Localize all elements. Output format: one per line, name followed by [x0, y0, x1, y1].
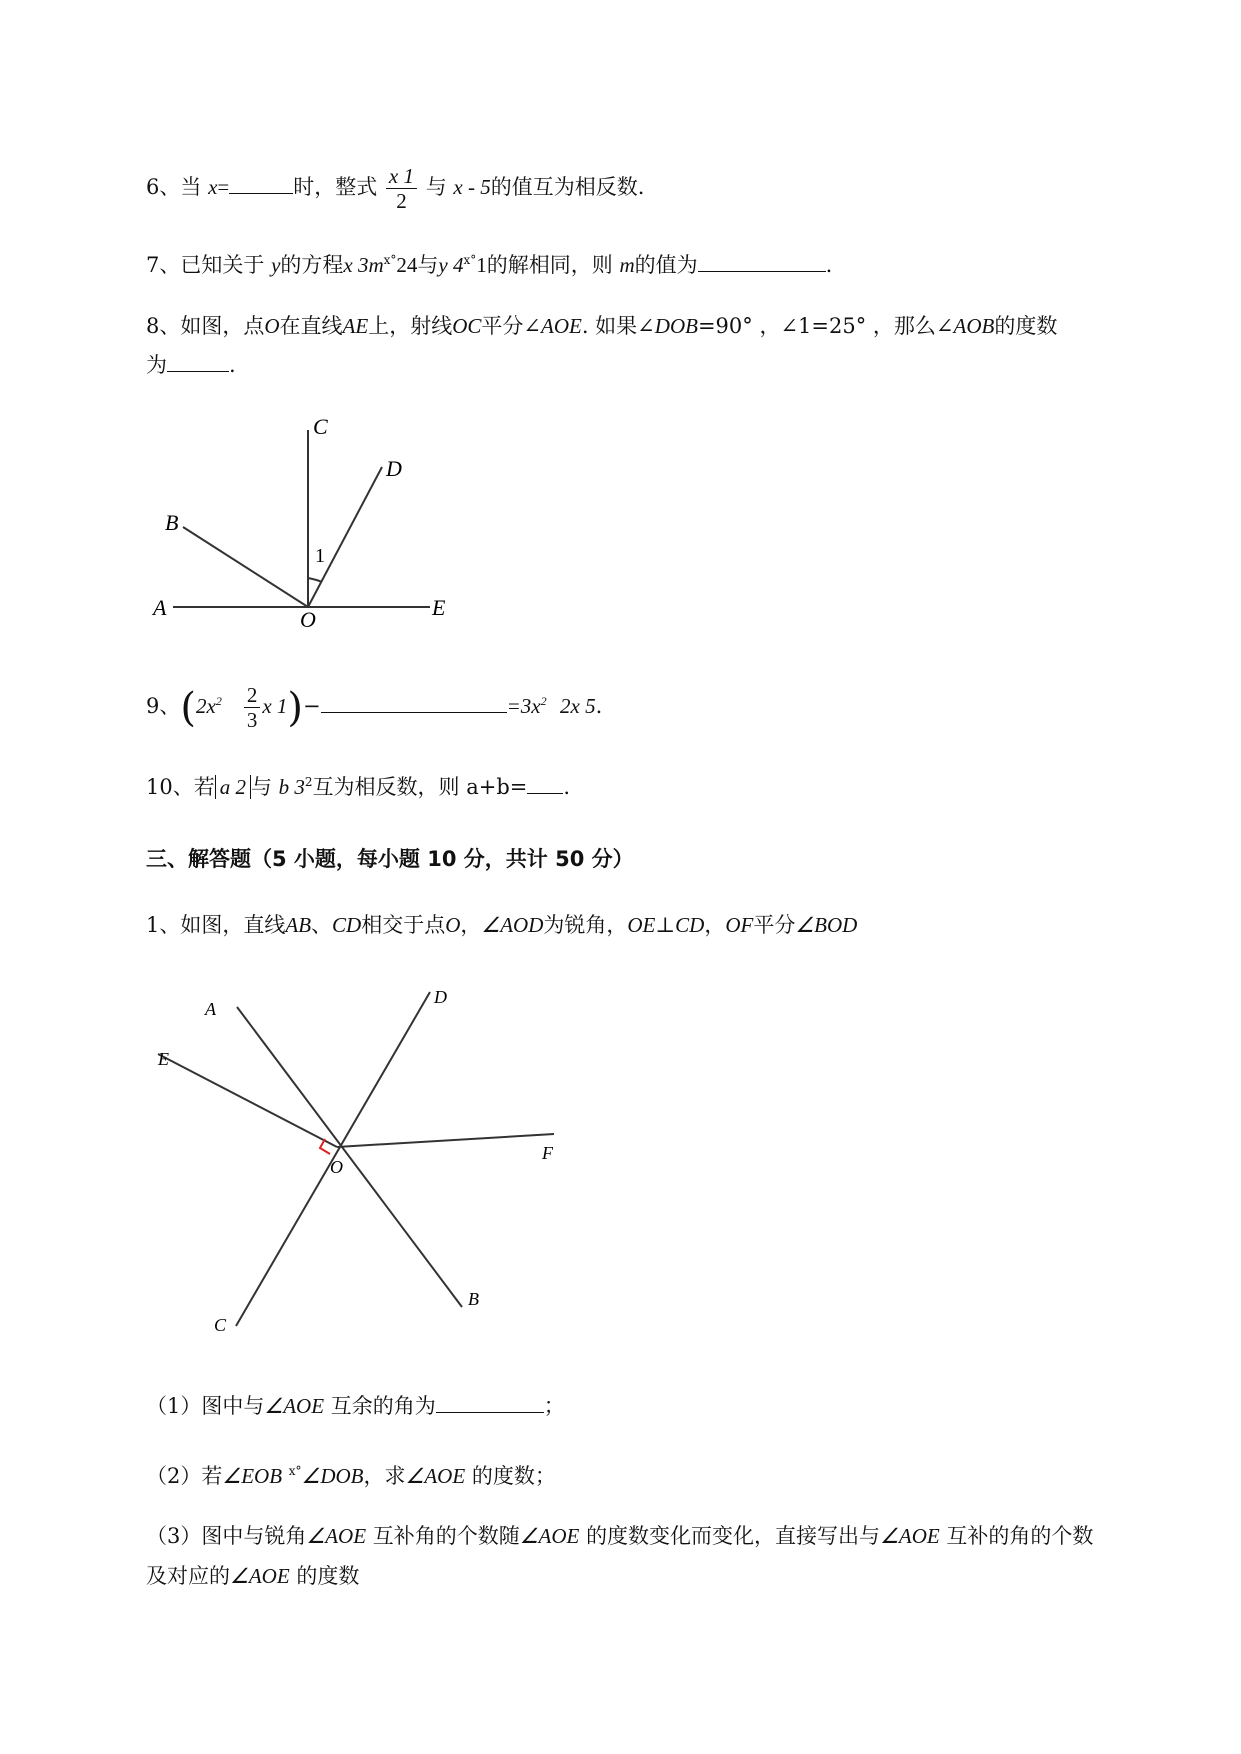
figure-angle-diagram-1: [140, 410, 460, 630]
q9-eq: =3x: [506, 694, 541, 718]
question-9: [146, 676, 602, 732]
q9-inside-a: 2x: [195, 694, 216, 718]
q10-end: .: [563, 775, 571, 799]
p1-BOD: ∠BOD: [795, 913, 858, 937]
label2-B: B: [468, 1289, 479, 1309]
p1-text4: 为锐角，: [543, 913, 628, 937]
question-8-line-1: [146, 311, 1057, 341]
q10-with: 与: [250, 775, 272, 799]
sub-question-3-line-2: [146, 1561, 359, 1591]
q9-right-paren: ): [287, 684, 304, 731]
sub2-ang2: ∠DOB: [301, 1464, 364, 1488]
q8-line2b: .: [229, 353, 236, 377]
q6-fraction: [386, 164, 417, 213]
sub3-d: 互补的角的个数: [946, 1524, 1094, 1548]
sub2-b: ，求: [363, 1464, 406, 1488]
problem-1: [146, 910, 857, 940]
q9-end: .: [595, 694, 603, 718]
q7-tail: 的解相同，则: [486, 253, 613, 277]
q8-text2: 在直线: [279, 314, 343, 338]
q7-with: 与: [417, 253, 439, 277]
q6-expr: x - 5: [453, 175, 491, 199]
label-B: B: [165, 510, 179, 535]
q6-var: x: [208, 175, 218, 199]
p1-CD2: CD: [675, 913, 705, 937]
q8-text4: 平分∠: [481, 314, 541, 338]
q7-end: .: [825, 253, 833, 277]
p1-OE: OE: [627, 913, 656, 937]
q10-sup: 2: [304, 775, 313, 789]
p1-text3: ，: [460, 913, 482, 937]
label2-C: C: [214, 1315, 227, 1335]
label-E: E: [432, 595, 446, 620]
sub2-ang3: ∠AOE: [405, 1464, 466, 1488]
p1-AB: AB: [285, 913, 312, 937]
q7-eq2a: y 4: [438, 253, 464, 277]
label2-A: A: [205, 999, 216, 1019]
sub2-mark: x°: [288, 1464, 302, 1478]
q8-AOB: AOB: [953, 314, 995, 338]
label-D: D: [386, 456, 402, 481]
q7-var: y: [271, 253, 281, 277]
sub2-ang1: ∠EOB: [222, 1464, 283, 1488]
p1-AOD: ∠AOD: [481, 913, 544, 937]
ray-OE: [158, 1054, 337, 1147]
q10-abs: a 2: [215, 775, 251, 799]
q6-frac-num: x 1: [386, 164, 417, 189]
q7-eq2b: 1: [476, 253, 487, 277]
label-angle-1: 1: [315, 545, 325, 567]
p1-text5: ，: [704, 913, 726, 937]
sub1-ang: ∠AOE: [264, 1394, 325, 1418]
sub3-ang1: ∠AOE: [306, 1524, 367, 1548]
label2-O: O: [330, 1157, 343, 1177]
q8-line2a: 为: [146, 353, 167, 377]
p1-text2: 相交于点: [361, 913, 446, 937]
q7-mark1: x°: [383, 253, 397, 267]
q7-eq1b: 24: [396, 253, 418, 277]
sub3-ang2: ∠AOE: [519, 1524, 580, 1548]
sub2-a: （2）若: [146, 1464, 223, 1488]
q8-blank[interactable]: [167, 351, 229, 372]
q7-mark2: x°: [463, 253, 477, 267]
sub1-a: （1）图中与: [146, 1394, 265, 1418]
q9-rhs-sup: 2: [540, 694, 547, 708]
p1-CD: CD: [332, 913, 362, 937]
question-10: [146, 767, 570, 802]
q10-blank[interactable]: [527, 773, 563, 794]
sub1-end: ；: [543, 1394, 565, 1418]
q7-eq1a: x 3m: [343, 253, 384, 277]
q9-inside-b: x 1: [262, 694, 288, 718]
q9-num: 9、: [146, 694, 181, 718]
q6-eq: =: [217, 175, 230, 199]
q9-minus: −: [303, 694, 321, 718]
sub3-line2b: 的度数: [296, 1564, 360, 1588]
label2-F: F: [542, 1143, 553, 1163]
q10-tail: 互为相反数，则 a+b=: [312, 775, 528, 799]
sub-question-2: [146, 1456, 556, 1491]
p1-O: O: [445, 913, 461, 937]
q9-frac-den: 3: [246, 708, 258, 732]
q8-OC: OC: [452, 314, 482, 338]
q7-m: m: [619, 253, 635, 277]
figure-angle-diagram-2: [140, 975, 580, 1340]
q8-O: O: [264, 314, 280, 338]
q8-AE: AE: [342, 314, 369, 338]
sub3-b: 互补角的个数随: [372, 1524, 520, 1548]
q10-b-part: b 3: [278, 775, 305, 799]
ray-OF: [337, 1134, 554, 1147]
q6-blank[interactable]: [229, 173, 293, 194]
q6-when: 时，整式: [293, 175, 378, 199]
sub2-c: 的度数；: [471, 1464, 556, 1488]
q8-text5: . 如果∠: [581, 314, 655, 338]
line-AB: [237, 1007, 462, 1307]
question-8-line-2: [146, 350, 236, 380]
q7-tail2: 的值为: [634, 253, 698, 277]
q9-inside-sup: 2: [215, 694, 222, 708]
q6-frac-den: 2: [396, 189, 407, 213]
section-3-heading: 三、解答题（5 小题，每小题 10 分，共计 50 分）: [146, 847, 634, 871]
q8-text1: 8、如图，点: [146, 314, 265, 338]
q9-left-paren: (: [180, 684, 196, 731]
q6-tail: 的值互为相反数.: [490, 175, 645, 199]
q9-fraction: [244, 683, 261, 732]
label-A: A: [153, 595, 167, 620]
ray-OD: [308, 467, 382, 607]
q9-blank[interactable]: [321, 692, 507, 713]
p1-text1: 1、如图，直线: [146, 913, 286, 937]
q7-num: 7、已知关于: [146, 253, 265, 277]
q8-text3: 上，射线: [368, 314, 453, 338]
p1-text6: 平分: [753, 913, 796, 937]
sub3-line2a: 及对应的: [146, 1564, 230, 1588]
q6-with: 与: [425, 175, 447, 199]
p1-sep: 、: [311, 913, 333, 937]
ray-OB: [183, 527, 308, 607]
sub3-a: （3）图中与锐角: [146, 1524, 307, 1548]
sub-question-3-line-1: [146, 1521, 1093, 1551]
sub1-blank[interactable]: [436, 1392, 544, 1413]
p1-perp: ⊥: [655, 913, 676, 937]
sub3-c: 的度数变化而变化，直接写出与: [586, 1524, 881, 1548]
q10-num: 10、若: [146, 775, 215, 799]
label2-D: D: [434, 987, 447, 1007]
question-6: [146, 164, 644, 213]
q7-mid: 的方程: [280, 253, 344, 277]
question-7: [146, 245, 832, 280]
angle-1-arc: [308, 578, 322, 582]
sub1-b: 互余的角为: [330, 1394, 436, 1418]
q8-AOE: AOE: [541, 314, 582, 338]
q9-frac-num: 2: [244, 683, 261, 708]
sub3-ang4: ∠AOE: [230, 1564, 290, 1588]
q8-text7: 的度数: [994, 314, 1058, 338]
q9-rhs-rest: 2x 5: [560, 694, 596, 718]
q6-num: 6、当: [146, 175, 202, 199]
label-O: O: [300, 607, 316, 630]
q8-text6: =90° ，∠1=25° ，那么∠: [697, 314, 954, 338]
q8-DOB: DOB: [654, 314, 698, 338]
q7-blank[interactable]: [698, 251, 826, 272]
sub3-ang3: ∠AOE: [880, 1524, 940, 1548]
label2-E: E: [158, 1049, 169, 1069]
p1-OF: OF: [725, 913, 754, 937]
sub-question-1: [146, 1391, 565, 1421]
label-C: C: [313, 414, 328, 439]
